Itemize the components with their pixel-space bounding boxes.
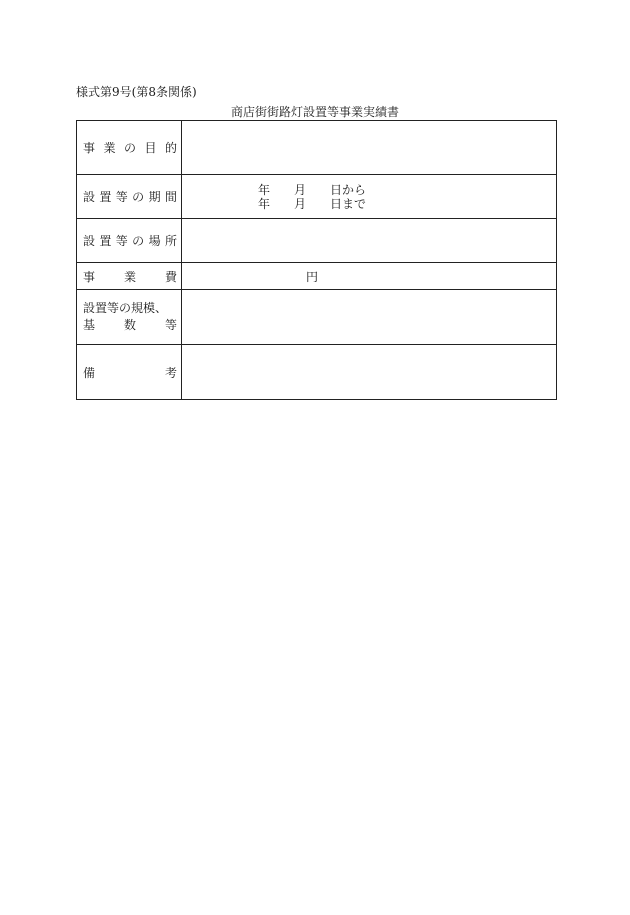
label-remarks: 備 考 bbox=[77, 345, 182, 400]
period-end-month: 月 bbox=[294, 196, 307, 211]
form-number: 様式第9号(第8条関係) bbox=[76, 85, 197, 99]
label-scale-line2: 基 数 等 bbox=[83, 318, 177, 332]
period-start-day: 日から bbox=[330, 182, 367, 197]
report-table bbox=[76, 120, 557, 400]
value-location[interactable] bbox=[182, 219, 557, 263]
value-scale[interactable] bbox=[182, 290, 557, 345]
label-cost: 事 業 費 bbox=[77, 263, 182, 290]
cost-unit: 円 bbox=[306, 269, 319, 284]
period-start-month: 月 bbox=[294, 182, 307, 197]
period-end bbox=[258, 197, 556, 211]
row-location bbox=[77, 219, 557, 263]
label-scale bbox=[77, 290, 182, 345]
period-start-year: 年 bbox=[258, 182, 271, 197]
period-end-day: 日まで bbox=[330, 196, 367, 211]
period-end-year: 年 bbox=[258, 196, 271, 211]
label-period: 設 置 等 の 期 間 bbox=[77, 175, 182, 219]
value-purpose[interactable] bbox=[182, 121, 557, 175]
label-location: 設 置 等 の 場 所 bbox=[77, 219, 182, 263]
label-purpose: 事 業 の 目 的 bbox=[77, 121, 182, 175]
value-cost[interactable] bbox=[182, 263, 557, 290]
row-purpose bbox=[77, 121, 557, 175]
row-cost bbox=[77, 263, 557, 290]
document-title: 商店街街路灯設置等事業実績書 bbox=[230, 105, 399, 119]
row-period bbox=[77, 175, 557, 219]
value-period[interactable] bbox=[182, 175, 557, 219]
value-remarks[interactable] bbox=[182, 345, 557, 400]
label-scale-line1: 設置等の規模、 bbox=[83, 301, 168, 315]
row-scale bbox=[77, 290, 557, 345]
row-remarks bbox=[77, 345, 557, 400]
period-start bbox=[258, 183, 556, 197]
